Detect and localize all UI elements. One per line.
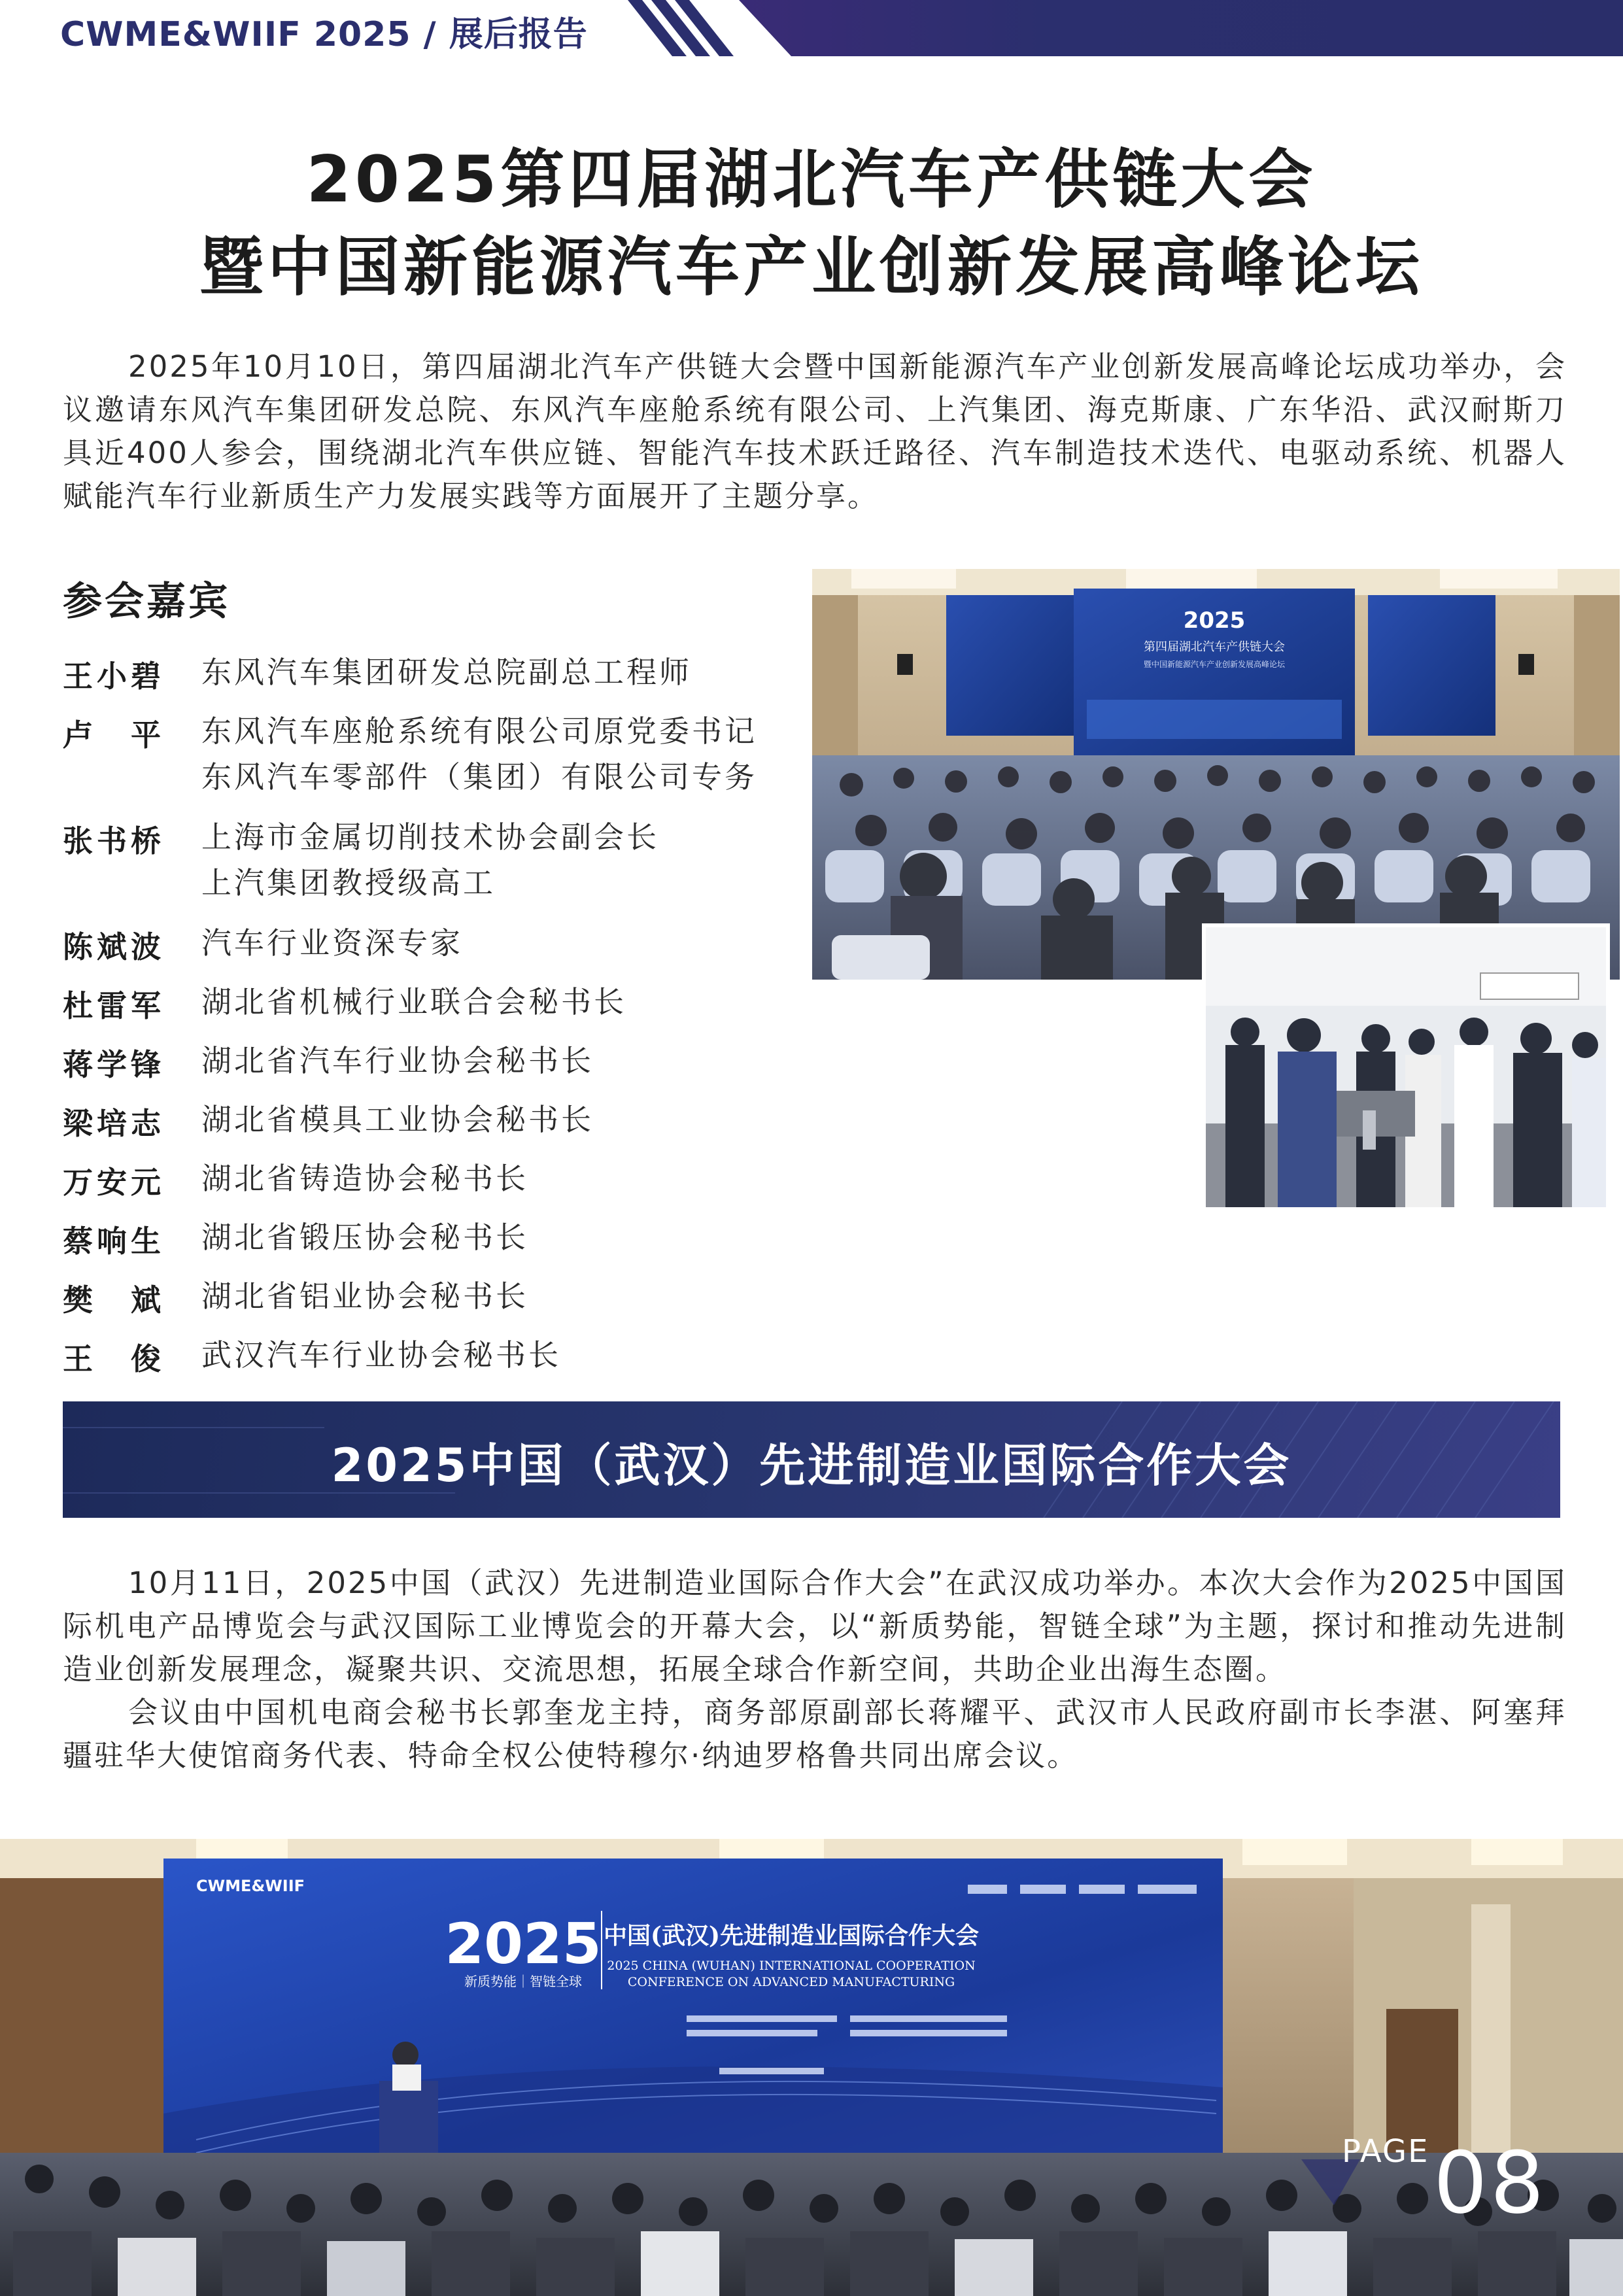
page-number: 08: [1433, 2133, 1547, 2233]
conference-hall-photo: [0, 1839, 1623, 2296]
guest-role: 上海市金属切削技术协会副会长: [201, 819, 659, 855]
header-title: CWME&WIIF 2025 / 展后报告: [60, 15, 588, 54]
article-title-line2: 暨中国新能源汽车产业创新发展高峰论坛: [199, 230, 1424, 305]
header-gradient-bar: [654, 0, 1623, 56]
conf-screen-slogan: 新质势能｜智链全球: [464, 1974, 582, 1989]
guest-role: 东风汽车座舱系统有限公司原党委书记: [201, 713, 757, 749]
guest-name: 王小碧: [63, 659, 165, 694]
header-stripes: [628, 0, 785, 56]
guest-name: 樊 斌: [63, 1282, 165, 1318]
forum-screen-sub: 暨中国新能源汽车产业创新发展高峰论坛: [1143, 660, 1286, 669]
conf-screen-logo: CWME&WIIF: [196, 1877, 305, 1895]
forum-screen-title: 第四届湖北汽车产供链大会: [1144, 640, 1285, 654]
article2-paragraph: 10月11日，2025中国（武汉）先进制造业国际合作大会”在武汉成功举办。本次大会作为2025中国国际机电产品博览会与武汉国际工业博览会的开幕大会，以“新质势能，智链全球”为主题，探讨和推动先进制造业创新发展理念，凝聚共识、交流思想，拓展全球合作新空间，共助企业出海生态圈。: [63, 1566, 1567, 1687]
guest-role: 湖北省机械行业联合会秘书长: [201, 984, 626, 1019]
page-label: PAGE: [1342, 2133, 1429, 2170]
guest-name: 梁培志: [63, 1106, 165, 1141]
guest-name: 陈斌波: [63, 929, 165, 965]
forum-screen-year: 2025: [1183, 608, 1246, 634]
guest-role: 东风汽车集团研发总院副总工程师: [201, 655, 692, 690]
guest-role: 湖北省模具工业协会秘书长: [201, 1102, 594, 1137]
guest-role: 湖北省汽车行业协会秘书长: [201, 1043, 594, 1078]
conf-screen-year: 2025: [445, 1911, 602, 1977]
guest-name: 卢 平: [63, 717, 165, 753]
conf-screen-en1: 2025 CHINA (WUHAN) INTERNATIONAL COOPERATION: [607, 1959, 976, 1973]
forum-hall-photo: [812, 569, 1620, 980]
guest-role: 东风汽车零部件（集团）有限公司专务: [201, 759, 757, 795]
guest-name: 万安元: [63, 1165, 165, 1200]
article2-paragraph: 会议由中国机电商会秘书长郭奎龙主持，商务部原副部长蒋耀平、武汉市人民政府副市长李湛、阿塞拜疆驻华大使馆商务代表、特命全权公使特穆尔·纳迪罗格鲁共同出席会议。: [63, 1695, 1567, 1773]
guest-name: 王 俊: [63, 1341, 165, 1377]
guest-role: 湖北省铸造协会秘书长: [201, 1161, 528, 1196]
guest-role: 上汽集团教授级高工: [201, 865, 496, 900]
article2-body: [63, 1562, 1567, 1777]
guest-role: 武汉汽车行业协会秘书长: [201, 1337, 561, 1373]
banner-title: 2025中国（武汉）先进制造业国际合作大会: [331, 1439, 1292, 1492]
guest-name: 张书桥: [63, 823, 165, 859]
guest-role: 汽车行业资深专家: [201, 925, 463, 961]
exhibition-visitors-photo: [1202, 923, 1610, 1211]
conf-screen-title: 中国(武汉)先进制造业国际合作大会: [603, 1922, 980, 1949]
section-banner: [63, 1401, 1560, 1518]
guest-name: 蔡响生: [63, 1224, 165, 1259]
guests-heading: 参会嘉宾: [63, 579, 230, 625]
guest-role: 湖北省锻压协会秘书长: [201, 1220, 528, 1255]
guest-role: 湖北省铝业协会秘书长: [201, 1278, 528, 1314]
article-intro-paragraph: 2025年10月10日，第四届湖北汽车产供链大会暨中国新能源汽车产业创新发展高峰论坛成功举办，会议邀请东风汽车集团研发总院、东风汽车座舱系统有限公司、上汽集团、海克斯康、广东华沿、武汉耐斯刀具近400人参会，围绕湖北汽车供应链、智能汽车技术跃迁路径、汽车制造技术迭代、电驱动系统、机器人赋能汽车行业新质生产力发展实践等方面展开了主题分享。: [63, 349, 1567, 513]
guest-name: 蒋学锋: [63, 1047, 165, 1082]
guest-name: 杜雷军: [63, 988, 165, 1023]
conf-screen-en2: CONFERENCE ON ADVANCED MANUFACTURING: [627, 1975, 955, 1989]
header-band: [0, 0, 1623, 56]
article-title-line1: 2025第四届湖北汽车产供链大会: [306, 143, 1317, 217]
